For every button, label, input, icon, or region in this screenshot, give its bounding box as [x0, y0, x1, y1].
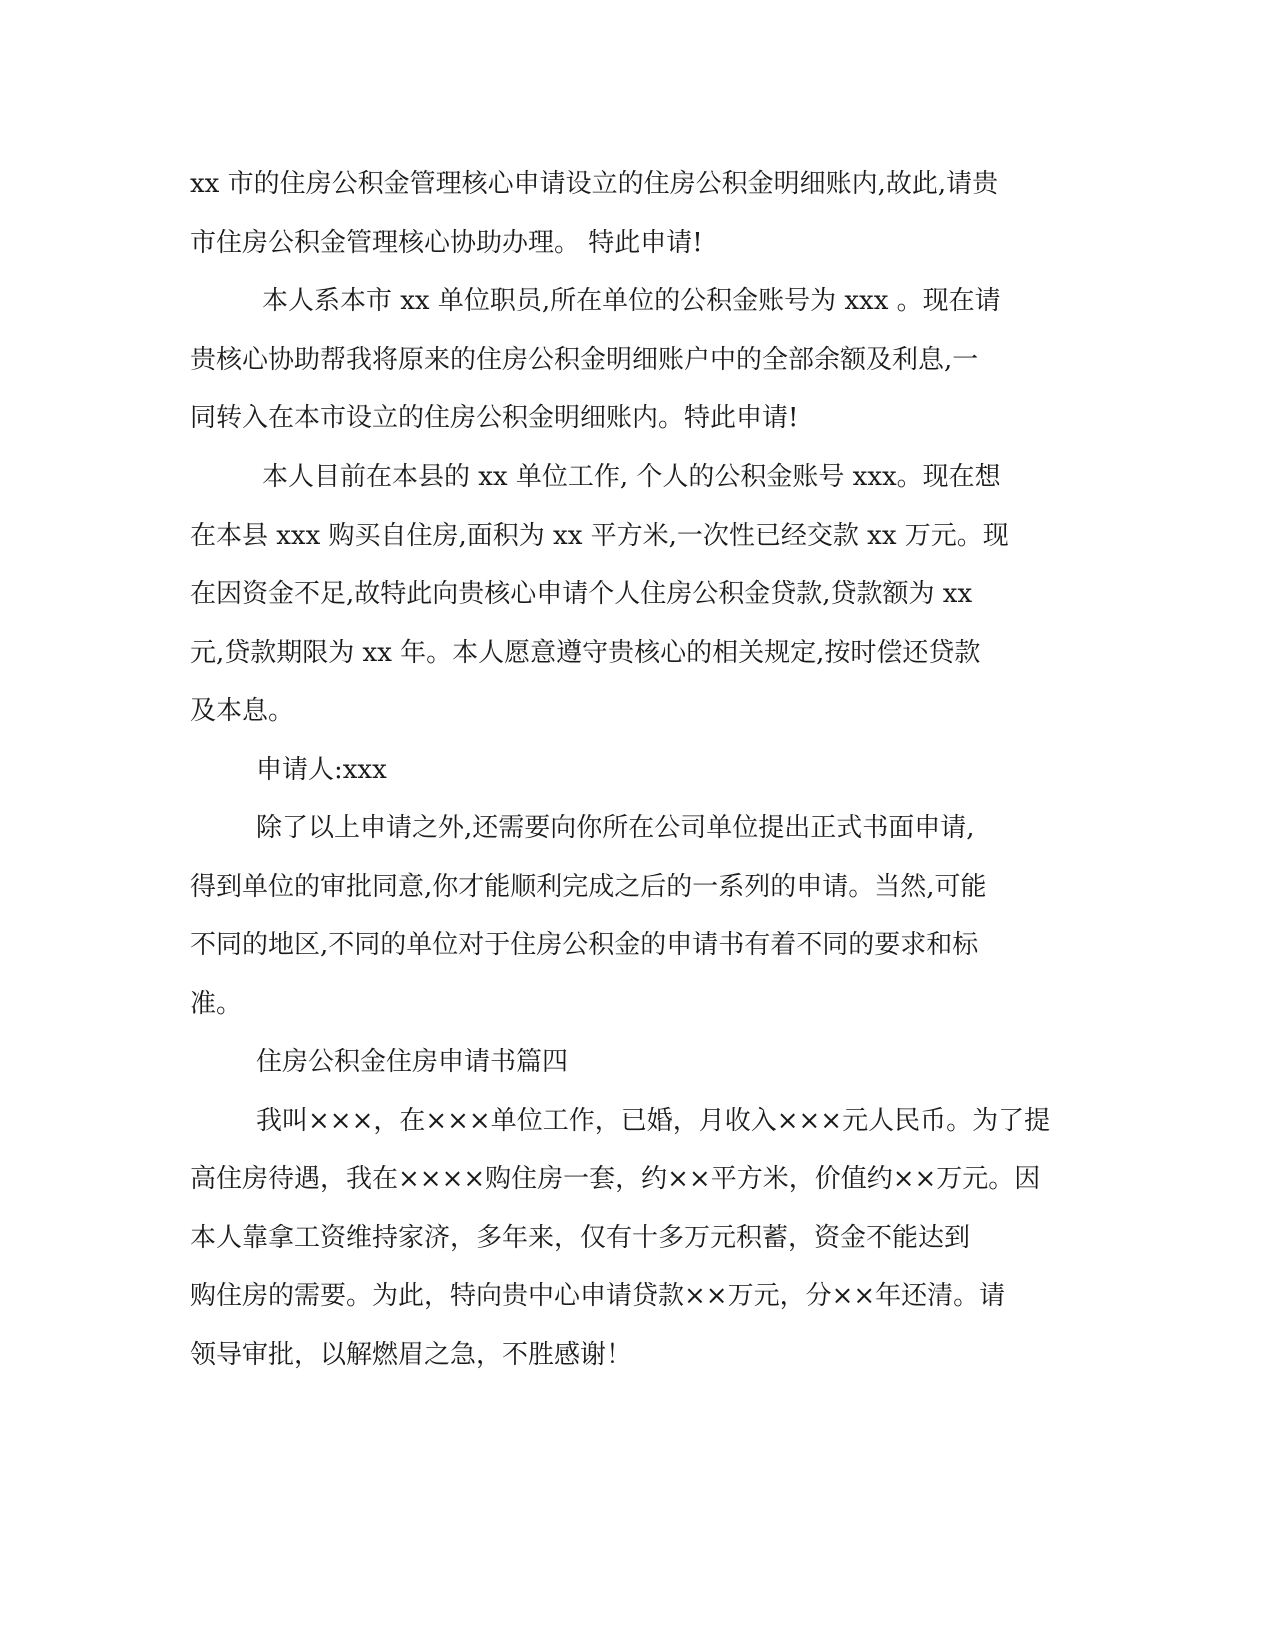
paragraph-3-line-2: 在本县 xxx 购买自住房,面积为 xx 平方米,一次性已经交款 xx 万元。现 [190, 521, 1009, 551]
paragraph-1-line-1: xx 市的住房公积金管理核心申请设立的住房公积金明细账内,故此,请贵 [190, 169, 999, 199]
applicant-line: 申请人:xxx [256, 755, 387, 785]
paragraph-7-line-1: 我叫×××，在×××单位工作，已婚，月收入×××元人民币。为了提 [256, 1106, 1051, 1136]
paragraph-7-line-3: 本人靠拿工资维持家济，多年来，仅有十多万元积蓄，资金不能达到 [190, 1223, 971, 1253]
paragraph-7-line-2: 高住房待遇，我在××××购住房一套，约××平方米，价值约××万元。因 [190, 1164, 1041, 1194]
paragraph-7-line-5: 领导审批，以解燃眉之急，不胜感谢！ [190, 1340, 633, 1370]
paragraph-1-line-2: 市住房公积金管理核心协助办理。 特此申请! [190, 228, 703, 258]
section-heading: 住房公积金住房申请书篇四 [256, 1047, 569, 1077]
paragraph-5-line-3: 不同的地区,不同的单位对于住房公积金的申请书有着不同的要求和标 [190, 930, 979, 960]
paragraph-3-line-5: 及本息。 [190, 696, 295, 726]
paragraph-2-line-3: 同转入在本市设立的住房公积金明细账内。特此申请! [190, 403, 799, 433]
paragraph-5-line-2: 得到单位的审批同意,你才能顺利完成之后的一系列的申请。当然,可能 [190, 872, 987, 902]
paragraph-2-line-1: 本人系本市 xx 单位职员,所在单位的公积金账号为 xxx 。现在请 [262, 286, 1001, 316]
paragraph-5-line-4: 准。 [190, 989, 243, 1019]
paragraph-3-line-1: 本人目前在本县的 xx 单位工作, 个人的公积金账号 xxx。现在想 [262, 462, 1001, 492]
paragraph-7-line-4: 购住房的需要。为此，特向贵中心申请贷款××万元，分××年还清。请 [190, 1281, 1006, 1311]
paragraph-3-line-4: 元,贷款期限为 xx 年。本人愿意遵守贵核心的相关规定,按时偿还贷款 [190, 638, 981, 668]
paragraph-2-line-2: 贵核心协助帮我将原来的住房公积金明细账户中的全部余额及利息,一 [190, 345, 979, 375]
paragraph-5-line-1: 除了以上申请之外,还需要向你所在公司单位提出正式书面申请, [256, 813, 975, 843]
paragraph-3-line-3: 在因资金不足,故特此向贵核心申请个人住房公积金贷款,贷款额为 xx [190, 579, 973, 609]
